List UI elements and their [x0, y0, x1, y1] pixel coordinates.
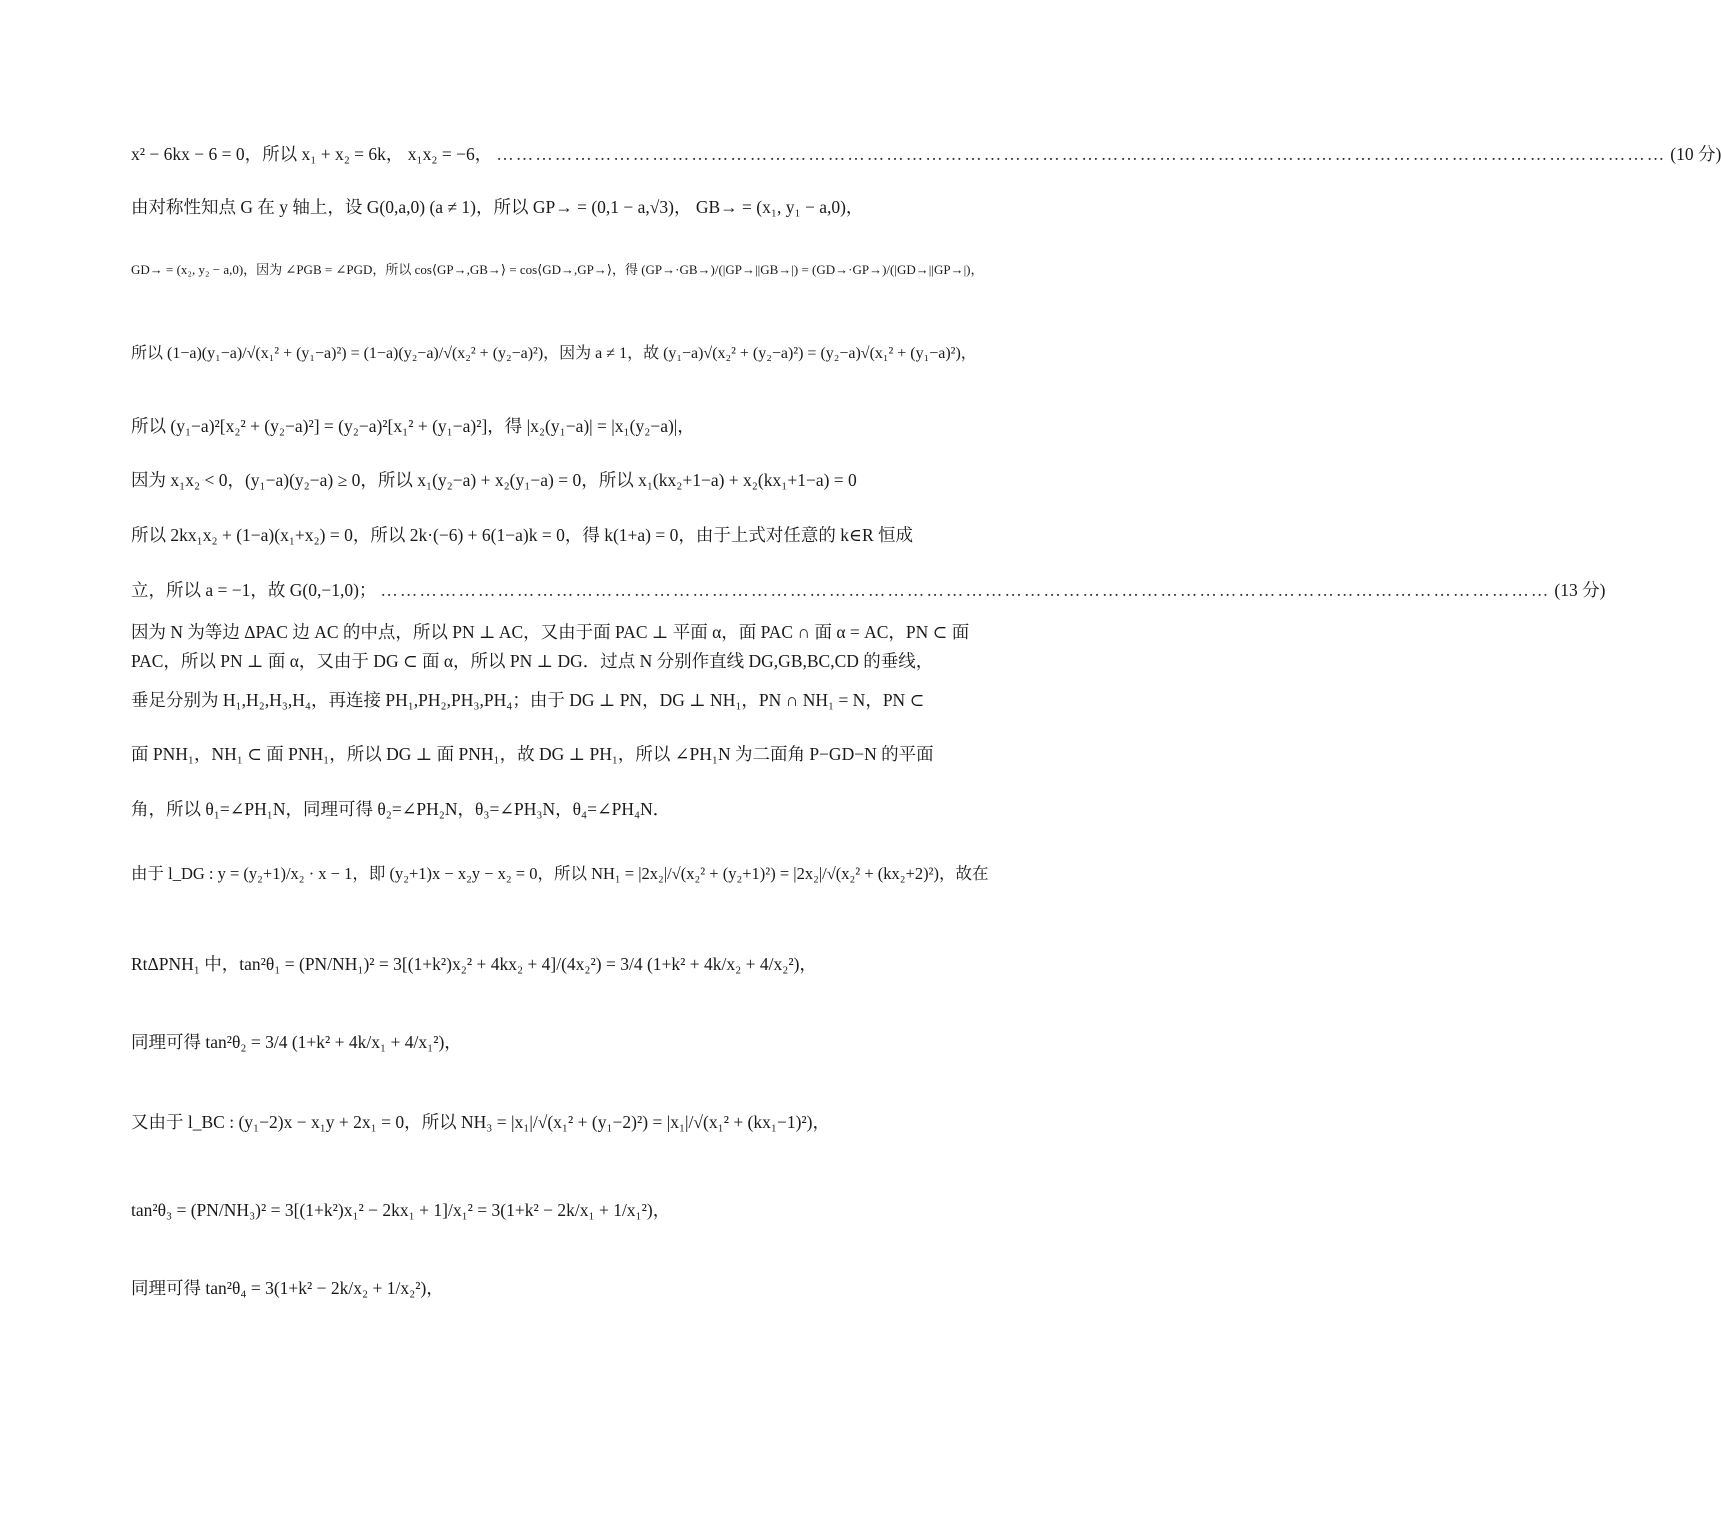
line-6: 因为 x₁x₂ < 0，(y₁−a)(y₂−a) ≥ 0，所以 x₁(y₂−a) + x₂(y₁−a) = 0，所以 x₁(kx₂+1−a) + x₂(kx₁+1−a) = 0 — [131, 470, 857, 490]
line-1 — [131, 142, 1721, 166]
line-12: 角，所以 θ₁=∠PH₁N，同理可得 θ₂=∠PH₂N，θ₃=∠PH₃N，θ₄=∠PH₄N． — [131, 799, 671, 819]
line-13: 由于 l_DG : y = (y₂+1)/x₂ · x − 1，即 (y₂+1)x − x₂y − x₂ = 0，所以 NH₁ = |2x₂|/√(x₂² + (y₂+1)²) = |2x₂|/√(x₂² + (kx₂+2)²)，故在 — [131, 864, 989, 883]
line-11: 面 PNH₁，NH₁ ⊂ 面 PNH₁，所以 DG ⊥ 面 PNH₁，故 DG ⊥ PH₁，所以 ∠PH₁N 为二面角 P−GD−N 的平面 — [131, 744, 934, 764]
score-label: (13 分) — [1554, 580, 1606, 600]
line-7: 所以 2kx₁x₂ + (1−a)(x₁+x₂) = 0，所以 2k·(−6) + 6(1−a)k = 0，得 k(1+a) = 0，由于上式对任意的 k∈R 恒成 — [131, 525, 914, 545]
line-10: 垂足分别为 H₁,H₂,H₃,H₄，再连接 PH₁,PH₂,PH₃,PH₄；由于 DG ⊥ PN，DG ⊥ NH₁，PN ∩ NH₁ = N，PN ⊂ — [131, 690, 925, 710]
line-text: x² − 6kx − 6 = 0，所以 x₁ + x₂ = 6k， x₁x₂ = −6， — [131, 144, 493, 164]
score-label: (10 分) — [1670, 144, 1721, 164]
line-8 — [131, 578, 1606, 602]
line-9: 因为 N 为等边 ΔPAC 边 AC 的中点，所以 PN ⊥ AC，又由于面 PAC ⊥ 平面 α，面 PAC ∩ 面 α = AC，PN ⊂ 面 PAC，所以 PN ⊥ 面 α，又由于 DG ⊂ 面 α，所以 PN ⊥ DG．过点 N 分别作直线 DG,GB,BC,CD 的垂线， — [131, 622, 970, 671]
leader-dots: ……………………………………………………………………………………………………………………………………………………………… — [380, 580, 1551, 600]
line-5: 所以 (y₁−a)²[x₂² + (y₂−a)²] = (y₂−a)²[x₁² + (y₁−a)²]，得 |x₂(y₁−a)| = |x₁(y₂−a)|， — [131, 416, 695, 436]
line-16: 又由于 l_BC : (y₁−2)x − x₁y + 2x₁ = 0，所以 NH₃ = |x₁|/√(x₁² + (y₁−2)²) = |x₁|/√(x₁² + (kx₁−1)²)， — [131, 1112, 831, 1132]
line-4: 所以 (1−a)(y₁−a)/√(x₁² + (y₁−a)²) = (1−a)(y₂−a)/√(x₂² + (y₂−a)²)，因为 a ≠ 1，故 (y₁−a)√(x₂² + (y₂−a)²) = (y₂−a)√(x₁² + (y₁−a)²)， — [131, 345, 977, 362]
line-15: 同理可得 tan²θ₂ = 3/4 (1+k² + 4k/x₁ + 4/x₁²)， — [131, 1032, 462, 1052]
line-17: tan²θ₃ = (PN/NH₃)² = 3[(1+k²)x₁² − 2kx₁ + 1]/x₁² = 3(1+k² − 2k/x₁ + 1/x₁²)， — [131, 1200, 671, 1220]
line-2: 由对称性知点 G 在 y 轴上，设 G(0,a,0) (a ≠ 1)，所以 GP→ = (0,1 − a,√3)， GB→ = (x₁, y₁ − a,0)， — [131, 197, 864, 217]
leader-dots: ……………………………………………………………………………………………………………………………………………………………… — [496, 144, 1667, 164]
line-18: 同理可得 tan²θ₄ = 3(1+k² − 2k/x₂ + 1/x₂²)， — [131, 1278, 444, 1298]
line-3: GD→ = (x₂, y₂ − a,0)，因为 ∠PGB = ∠PGD，所以 cos⟨GP→,GB→⟩ = cos⟨GD→,GP→⟩，得 (GP→·GB→)/(|GP→||GB→|) = (GD→·GP→)/(|GD→||GP→|)， — [131, 262, 984, 277]
line-14: RtΔPNH₁ 中，tan²θ₁ = (PN/NH₁)² = 3[(1+k²)x₂² + 4kx₂ + 4]/(4x₂²) = 3/4 (1+k² + 4k/x₂ + 4/x₂²)， — [131, 954, 817, 974]
line-text: 立，所以 a = −1，故 G(0,−1,0)； — [131, 580, 377, 600]
